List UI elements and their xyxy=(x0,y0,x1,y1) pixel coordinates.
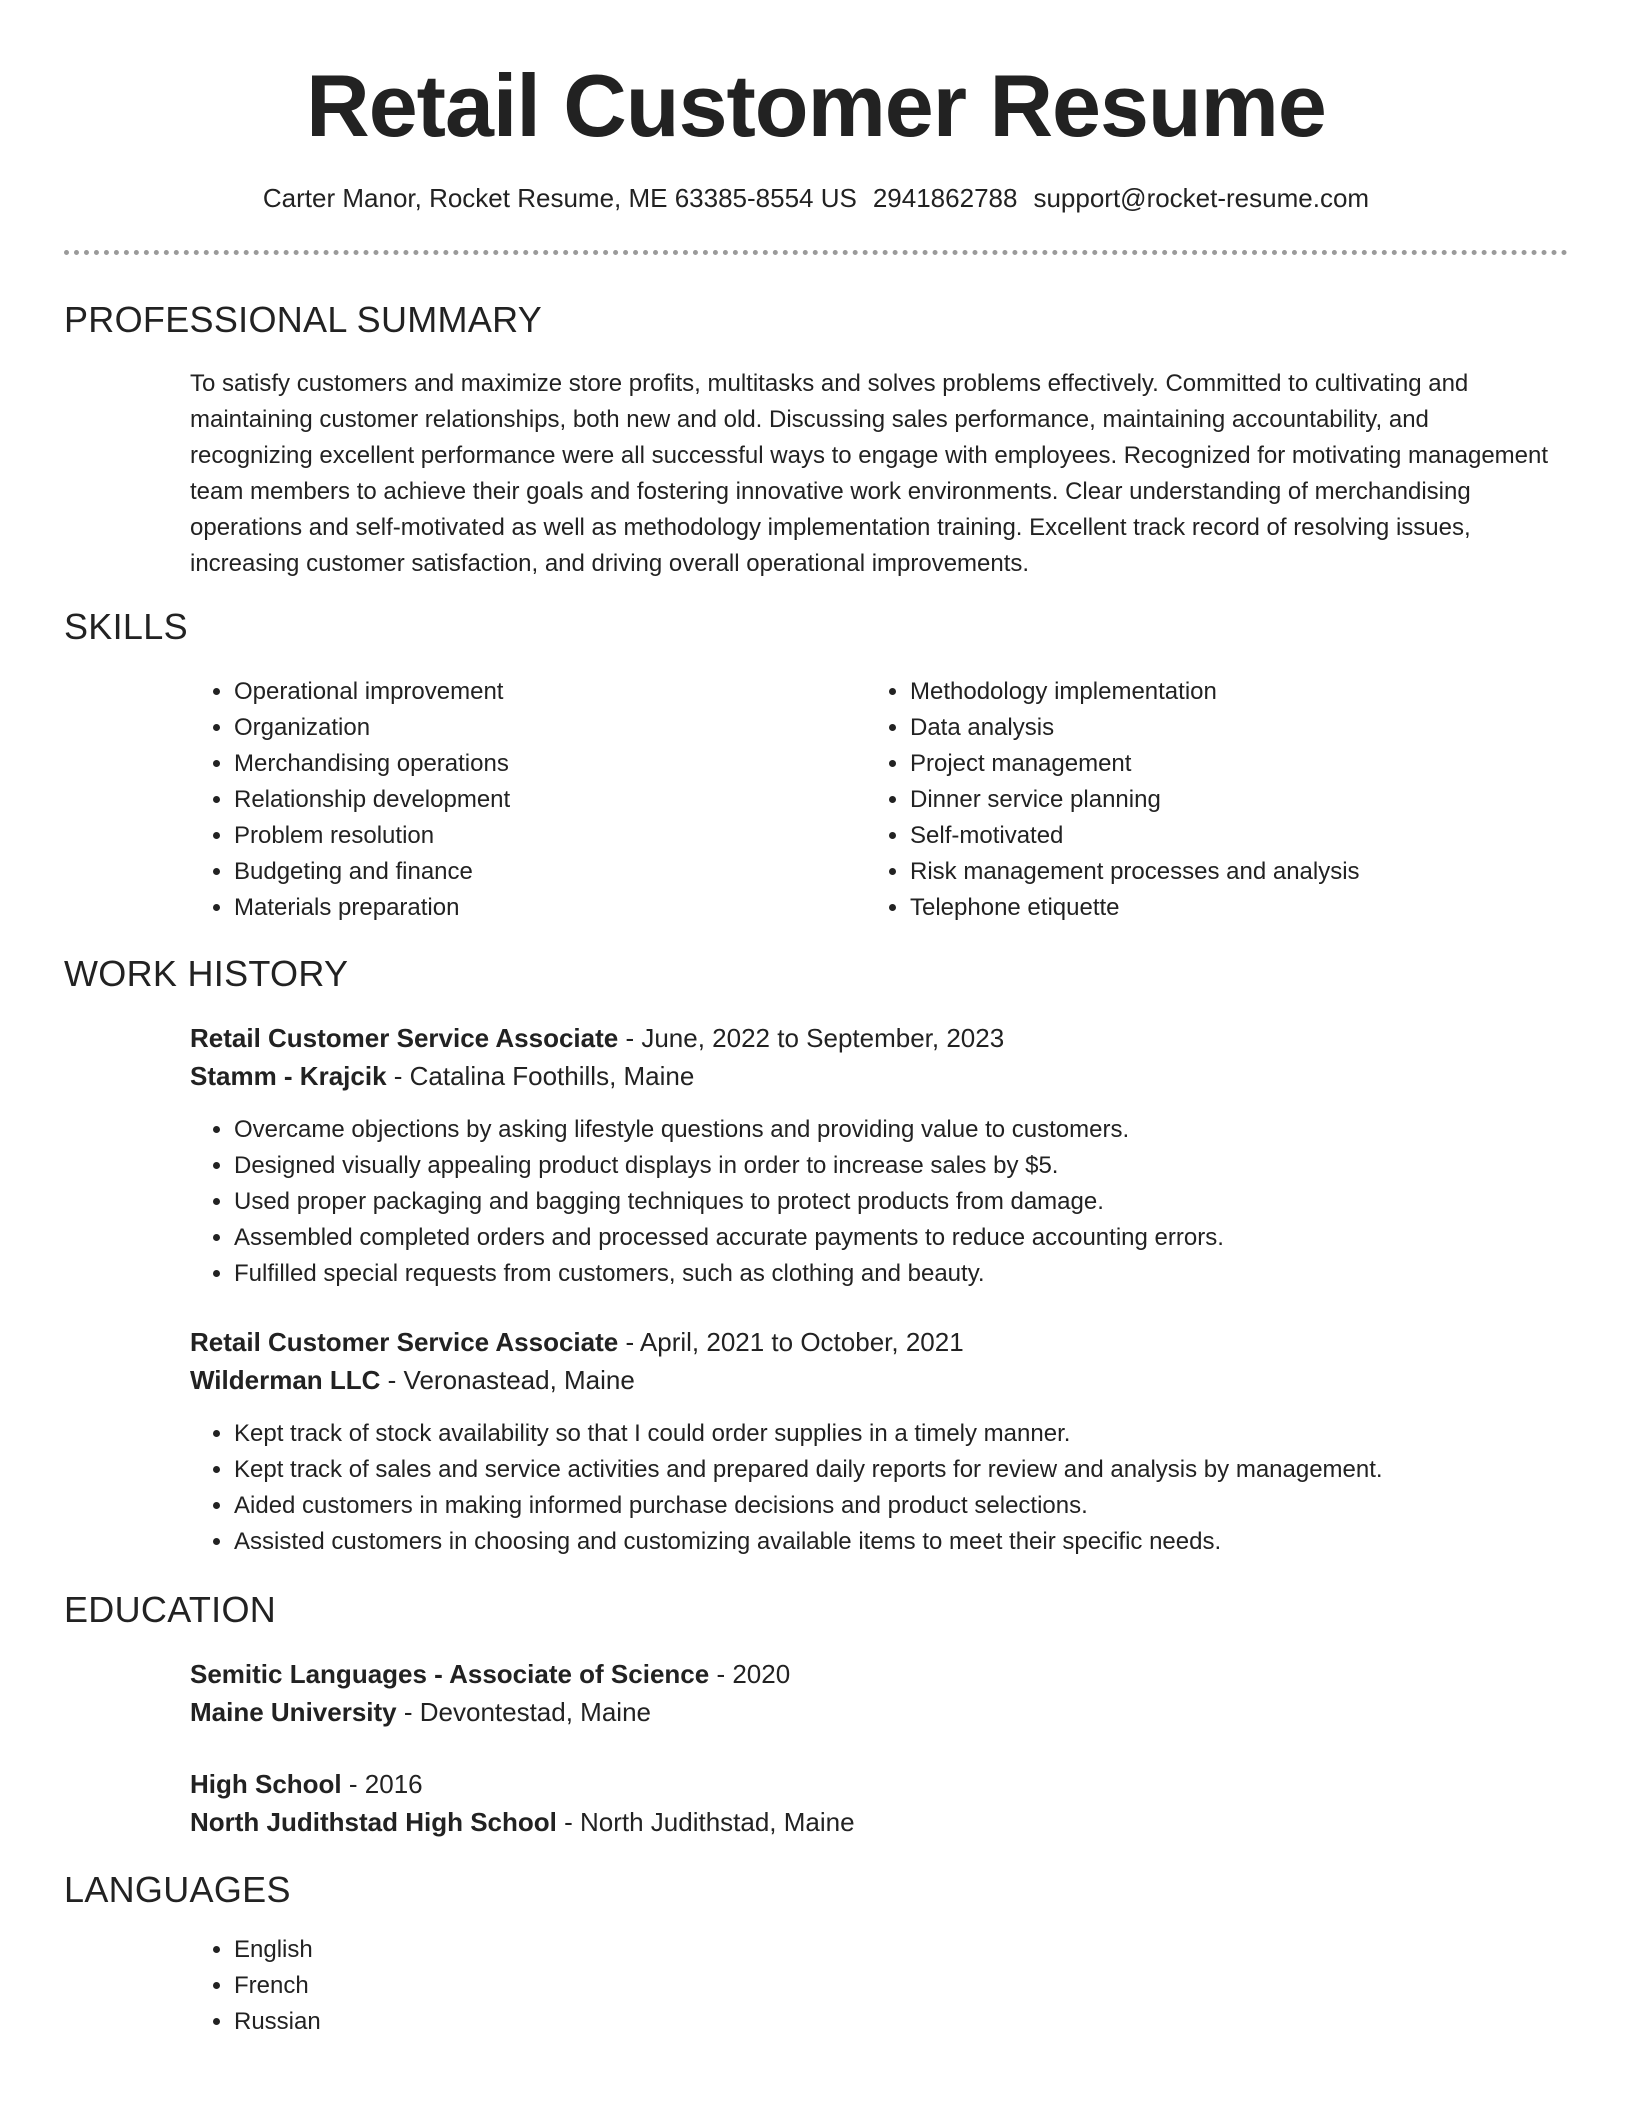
education-year: - 2016 xyxy=(341,1769,423,1799)
skill-item: • Materials preparation xyxy=(234,890,810,926)
job-location: - Veronastead, Maine xyxy=(380,1365,635,1395)
job-dates: - April, 2021 to October, 2021 xyxy=(618,1327,964,1357)
education-degree-line xyxy=(190,1766,423,1802)
contact-phone: 2941862788 xyxy=(872,183,1018,213)
skills-column-left xyxy=(190,674,810,926)
education-school: Maine University xyxy=(190,1697,397,1727)
language-item: • French xyxy=(234,1968,1590,2004)
summary-text: To satisfy customers and maximize store profits, multitasks and solves problems effectively. Committed to cultivating and maintaining customer relationships, both new and old. Discussing sales performance, maintaining accountability, and recognizing excellent performance were all successful ways to engage with employees. Recognized for motivating management team members to achieve their goals and fostering innovative work environments. Clear understanding of merchandising operations and self-motivated as well as methodology implementation training. Excellent track record of resolving issues, increasing customer satisfaction, and driving overall operational improvements. xyxy=(190,370,1549,577)
contact-address: Carter Manor, Rocket Resume, ME 63385-8554 US xyxy=(262,183,857,213)
education-location: - Devontestad, Maine xyxy=(396,1697,651,1727)
job-duties-list xyxy=(190,1416,1590,1560)
job-dates: - June, 2022 to September, 2023 xyxy=(618,1023,1005,1053)
job-title: Retail Customer Service Associate xyxy=(190,1023,619,1053)
skill-item: • Merchandising operations xyxy=(234,746,810,782)
job-company: Stamm - Krajcik xyxy=(190,1061,387,1091)
section-title-summary: PROFESSIONAL SUMMARY xyxy=(64,299,543,340)
job-company-line xyxy=(190,1058,694,1094)
section-title-work-history: WORK HISTORY xyxy=(64,953,349,994)
education-degree-line xyxy=(190,1656,790,1692)
job-duty: • Used proper packaging and bagging techniques to protect products from damage. xyxy=(234,1184,1590,1220)
education-degree: High School xyxy=(190,1769,342,1799)
skill-item: • Project management xyxy=(910,746,1486,782)
skill-item: • Data analysis xyxy=(910,710,1486,746)
skill-item: • Operational improvement xyxy=(234,674,810,710)
job-duties-list xyxy=(190,1112,1590,1292)
skill-item: • Telephone etiquette xyxy=(910,890,1486,926)
skill-item: • Dinner service planning xyxy=(910,782,1486,818)
section-title-languages: LANGUAGES xyxy=(64,1869,291,1910)
job-company-line xyxy=(190,1362,635,1398)
education-degree: Semitic Languages - Associate of Science xyxy=(190,1659,710,1689)
job-duty: • Kept track of stock availability so that I could order supplies in a timely manner. xyxy=(234,1416,1590,1452)
job-title-line xyxy=(190,1020,1004,1056)
job-duty: • Overcame objections by asking lifestyle questions and providing value to customers. xyxy=(234,1112,1590,1148)
education-school: North Judithstad High School xyxy=(190,1807,557,1837)
education-school-line xyxy=(190,1804,855,1840)
contact-line xyxy=(0,180,1632,216)
skill-item: • Problem resolution xyxy=(234,818,810,854)
section-title-skills: SKILLS xyxy=(64,606,188,647)
skill-item: • Self-motivated xyxy=(910,818,1486,854)
job-duty: • Assisted customers in choosing and customizing available items to meet their specific needs. xyxy=(234,1524,1590,1560)
language-item: • English xyxy=(234,1932,1590,1968)
job-duty: • Kept track of sales and service activities and prepared daily reports for review and analysis by management. xyxy=(234,1452,1590,1488)
resume-name: Retail Customer Resume xyxy=(306,56,1326,155)
education-school-line xyxy=(190,1694,651,1730)
skill-item: • Budgeting and finance xyxy=(234,854,810,890)
job-duty: • Designed visually appealing product displays in order to increase sales by $5. xyxy=(234,1148,1590,1184)
education-year: - 2020 xyxy=(709,1659,791,1689)
job-location: - Catalina Foothills, Maine xyxy=(386,1061,695,1091)
job-duty: • Fulfilled special requests from customers, such as clothing and beauty. xyxy=(234,1256,1590,1292)
job-duty: • Assembled completed orders and processed accurate payments to reduce accounting errors. xyxy=(234,1220,1590,1256)
languages-list xyxy=(190,1932,1590,2040)
job-duty: • Aided customers in making informed purchase decisions and product selections. xyxy=(234,1488,1590,1524)
header-divider xyxy=(64,250,1568,255)
job-company: Wilderman LLC xyxy=(190,1365,381,1395)
skill-item: • Relationship development xyxy=(234,782,810,818)
skills-column-right xyxy=(866,674,1486,926)
contact-email: support@rocket-resume.com xyxy=(1033,183,1370,213)
job-title-line xyxy=(190,1324,964,1360)
job-title: Retail Customer Service Associate xyxy=(190,1327,619,1357)
education-location: - North Judithstad, Maine xyxy=(556,1807,855,1837)
skill-item: • Risk management processes and analysis xyxy=(910,854,1486,890)
language-item: • Russian xyxy=(234,2004,1590,2040)
skill-item: • Organization xyxy=(234,710,810,746)
skill-item: • Methodology implementation xyxy=(910,674,1486,710)
section-title-education: EDUCATION xyxy=(64,1589,277,1630)
